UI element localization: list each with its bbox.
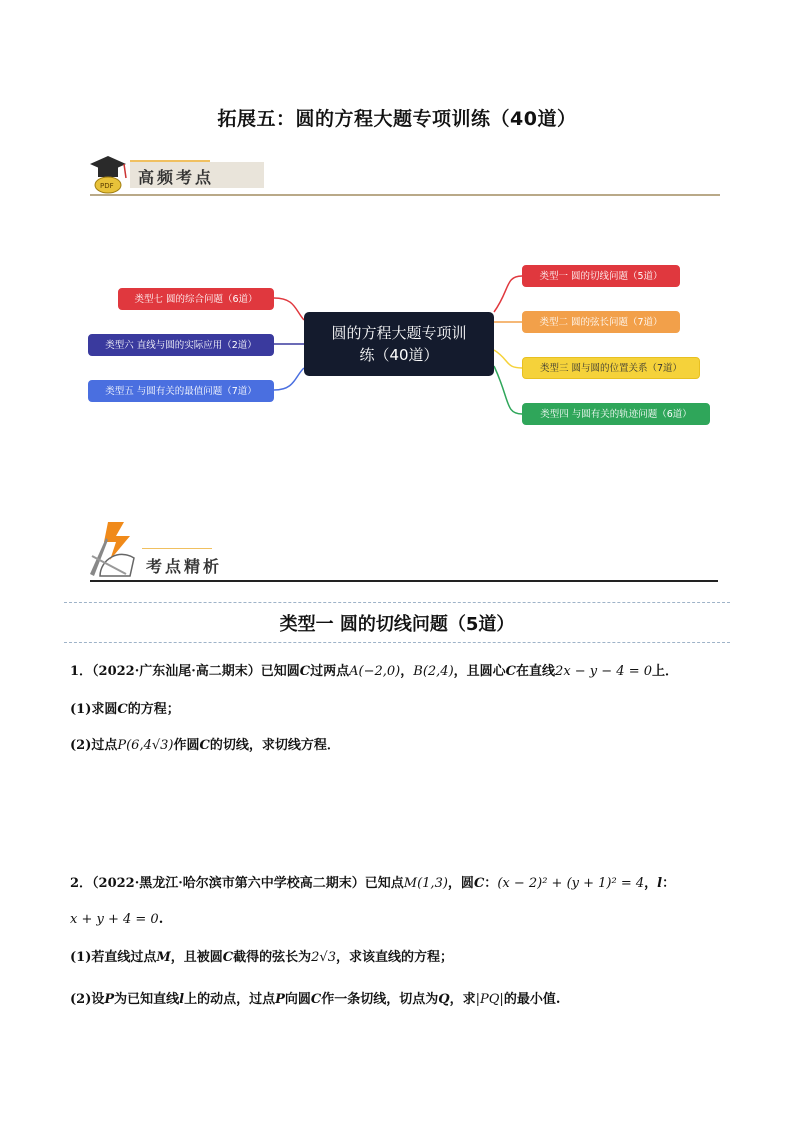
mindmap-node-type5: 类型五 与圆有关的最值问题（7道） bbox=[88, 380, 274, 402]
mindmap-node-type2: 类型二 圆的弦长问题（7道） bbox=[522, 311, 680, 333]
svg-text:PDF: PDF bbox=[100, 182, 114, 190]
section-label: 高频考点 bbox=[138, 168, 215, 187]
mindmap-center bbox=[304, 312, 494, 376]
mindmap-center-line1: 圆的方程大题专项训 bbox=[331, 324, 467, 342]
question-2-line-eq: x + y + 4 = 0. bbox=[70, 912, 164, 927]
mindmap-center-line2: 练（40道） bbox=[359, 346, 439, 364]
type-title: 类型一 圆的切线问题（5道） bbox=[279, 614, 515, 635]
question-1-part-1: (1)求圆C的方程； bbox=[70, 702, 180, 717]
question-1-part-2: (2)过点P(6,4√3)作圆C的切线，求切线方程． bbox=[70, 738, 340, 753]
question-2-part-1: (1)若直线过点M，且被圆C截得的弦长为2√3，求该直线的方程； bbox=[70, 950, 453, 965]
mindmap-node-type7: 类型七 圆的综合问题（6道） bbox=[118, 288, 274, 310]
mindmap-node-type3: 类型三 圆与圆的位置关系（7道） bbox=[522, 357, 700, 379]
question-2-stem: 2．（2022·黑龙江·哈尔滨市第六中学校高二期末）已知点M(1,3)，圆C：(x − 2)² + (y + 1)² = 4，l： bbox=[70, 876, 676, 891]
page-title: 拓展五：圆的方程大题专项训练（40道） bbox=[217, 108, 577, 130]
question-2-part-2: (2)设P为已知直线l上的动点，过点P向圆C作一条切线，切点为Q，求|PQ|的最小值. bbox=[70, 992, 561, 1007]
section-header-high-frequency bbox=[86, 152, 720, 200]
ruler-protractor-icon bbox=[86, 518, 140, 578]
section-header-analysis bbox=[86, 518, 720, 584]
dashed-divider bbox=[64, 642, 730, 643]
section-label: 考点精析 bbox=[146, 557, 223, 576]
dashed-divider bbox=[64, 602, 730, 603]
mindmap-node-type4: 类型四 与圆有关的轨迹问题（6道） bbox=[522, 403, 710, 425]
mindmap-node-type1: 类型一 圆的切线问题（5道） bbox=[522, 265, 680, 287]
graduation-cap-icon bbox=[86, 152, 130, 194]
question-1-stem: 1．（2022·广东汕尾·高二期末）已知圆C过两点A(−2,0)，B(2,4)，且圆心C在直线2x − y − 4 = 0上． bbox=[70, 664, 679, 679]
mindmap-node-type6: 类型六 直线与圆的实际应用（2道） bbox=[88, 334, 274, 356]
